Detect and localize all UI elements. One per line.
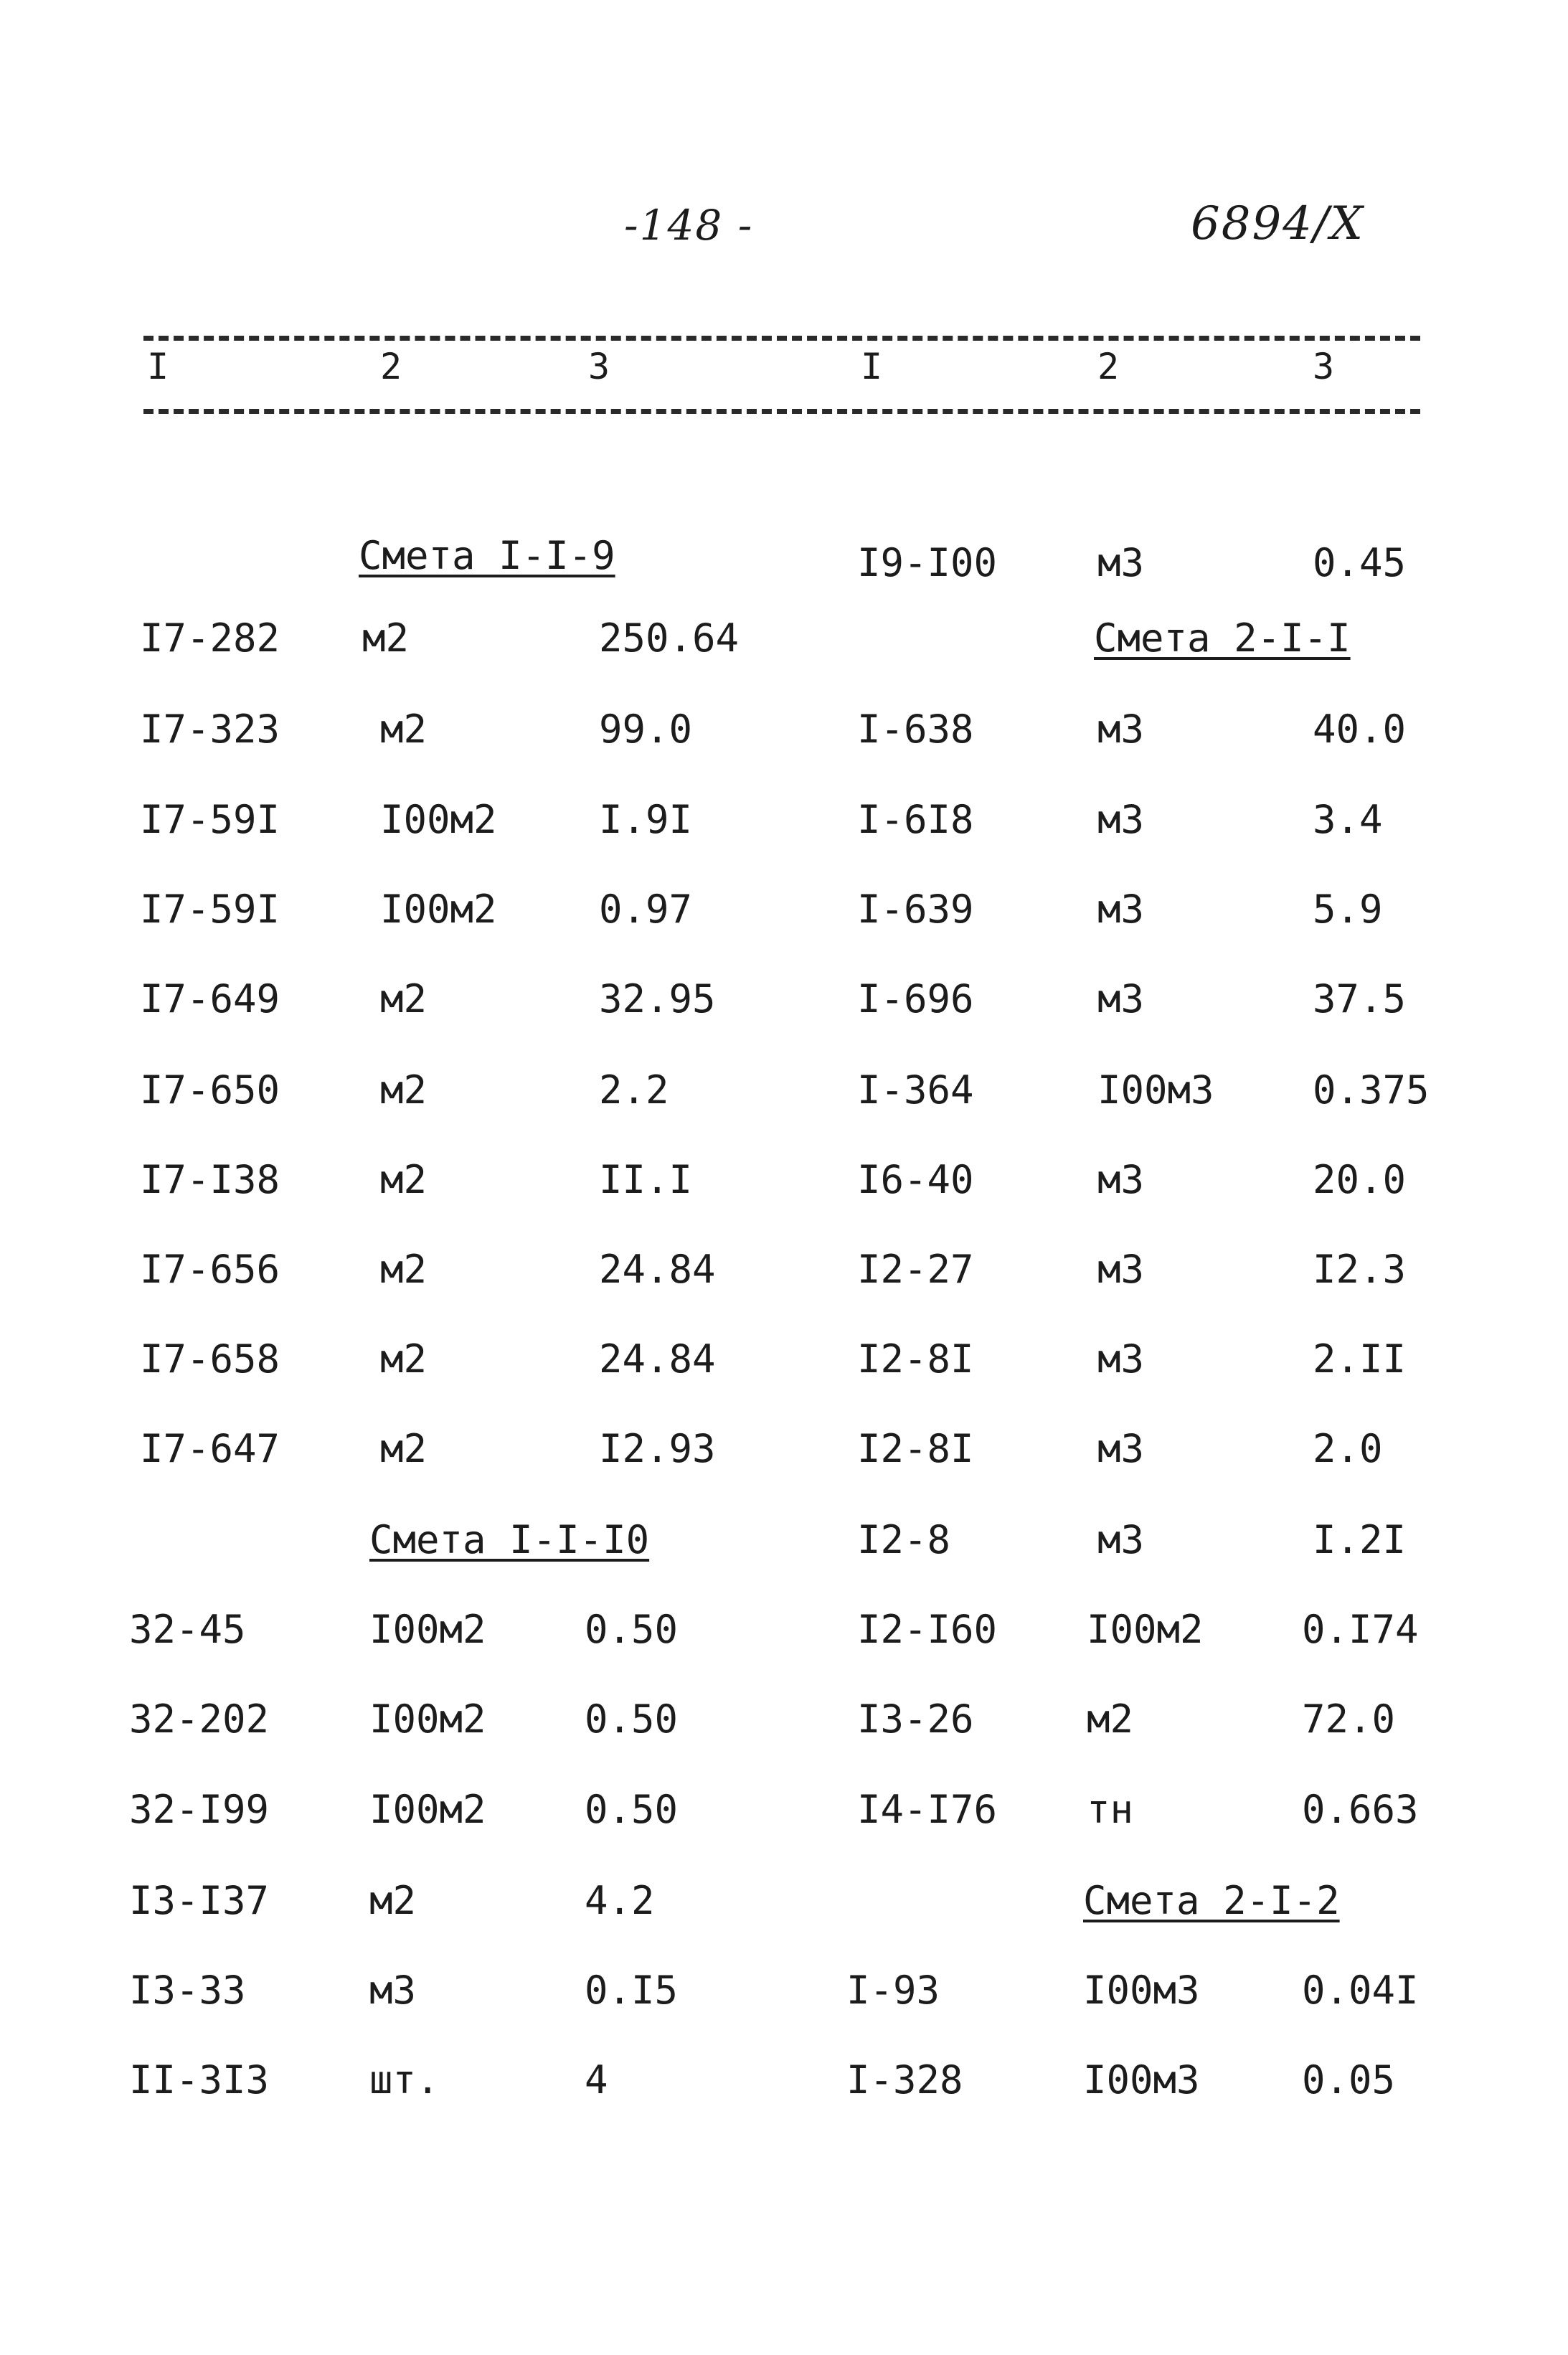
item-unit: м3: [1097, 1157, 1145, 1202]
item-code: I2-27: [857, 1247, 974, 1292]
document-code: 6894/X: [1191, 197, 1364, 250]
item-quantity: 5.9: [1313, 887, 1383, 932]
item-code: I-639: [857, 887, 974, 932]
item-code: I9-I00: [857, 540, 998, 585]
item-quantity: 0.375: [1313, 1067, 1430, 1113]
item-code: I-638: [857, 707, 974, 752]
item-unit: м3: [1097, 1426, 1145, 1471]
item-unit: I00м2: [1087, 1607, 1204, 1652]
item-unit: м3: [1097, 797, 1145, 842]
item-unit: тн: [1087, 1787, 1134, 1832]
item-unit: I00м2: [380, 887, 497, 932]
item-quantity: 24.84: [599, 1247, 716, 1292]
item-code: I3-26: [857, 1696, 974, 1742]
item-quantity: 20.0: [1313, 1157, 1407, 1202]
item-code: I-364: [857, 1067, 974, 1113]
item-quantity: 72.0: [1302, 1696, 1396, 1742]
column-header: 3: [1313, 346, 1335, 387]
item-code: I7-59I: [140, 887, 280, 932]
item-code: I7-323: [140, 707, 280, 752]
item-unit: м2: [369, 1878, 417, 1923]
item-code: I3-33: [129, 1968, 246, 2013]
item-unit: м3: [1097, 1247, 1145, 1292]
item-quantity: 2.2: [599, 1067, 669, 1113]
section-title-left-1: Смета I-I-9: [359, 533, 615, 578]
item-quantity: I2.93: [599, 1426, 716, 1471]
item-code: I-6I8: [857, 797, 974, 842]
item-code: I2-8I: [857, 1336, 974, 1382]
item-quantity: 0.45: [1313, 540, 1407, 585]
item-unit: м2: [380, 1067, 428, 1113]
item-unit: I00м3: [1083, 2057, 1200, 2102]
item-code: 32-45: [129, 1607, 246, 1652]
item-unit: I00м2: [369, 1787, 486, 1832]
item-unit: I00м3: [1097, 1067, 1214, 1113]
item-code: I7-658: [140, 1336, 280, 1382]
item-code: I2-8I: [857, 1426, 974, 1471]
item-code: I6-40: [857, 1157, 974, 1202]
item-code: I7-650: [140, 1067, 280, 1113]
item-code: I7-656: [140, 1247, 280, 1292]
column-header: I: [861, 346, 883, 387]
item-quantity: 0.05: [1302, 2057, 1396, 2102]
item-quantity: I.2I: [1313, 1517, 1407, 1562]
item-code: II-3I3: [129, 2057, 270, 2102]
item-code: I7-59I: [140, 797, 280, 842]
item-code: I7-647: [140, 1426, 280, 1471]
column-header: 2: [1097, 346, 1120, 387]
table-top-rule: [143, 336, 1420, 341]
item-unit: м3: [1097, 1336, 1145, 1382]
item-quantity: 0.I5: [585, 1968, 679, 2013]
item-unit: I00м2: [369, 1696, 486, 1742]
item-code: I7-I38: [140, 1157, 280, 1202]
item-unit: м3: [1097, 976, 1145, 1021]
item-quantity: 0.50: [585, 1696, 679, 1742]
item-code: I-328: [846, 2057, 963, 2102]
item-quantity: 4.2: [585, 1878, 655, 1923]
item-unit: м2: [380, 1247, 428, 1292]
section-title-right-2: Смета 2-I-2: [1083, 1878, 1340, 1923]
item-quantity: 40.0: [1313, 707, 1407, 752]
item-unit: м3: [1097, 540, 1145, 585]
item-code: I2-8: [857, 1517, 951, 1562]
item-quantity: 24.84: [599, 1336, 716, 1382]
item-quantity: 99.0: [599, 707, 693, 752]
item-code: I4-I76: [857, 1787, 998, 1832]
item-quantity: II.I: [599, 1157, 693, 1202]
item-unit: м2: [380, 707, 428, 752]
item-code: I7-649: [140, 976, 280, 1021]
item-quantity: 0.663: [1302, 1787, 1419, 1832]
item-quantity: 37.5: [1313, 976, 1407, 1021]
item-unit: м3: [1097, 887, 1145, 932]
item-quantity: 3.4: [1313, 797, 1383, 842]
item-unit: I00м3: [1083, 1968, 1200, 2013]
table-header-rule: [143, 409, 1420, 414]
item-quantity: 0.50: [585, 1607, 679, 1652]
page-number: -148 -: [624, 201, 754, 250]
item-code: I7-282: [140, 615, 280, 661]
item-quantity: 0.04I: [1302, 1968, 1419, 2013]
item-quantity: 2.II: [1313, 1336, 1407, 1382]
item-quantity: 32.95: [599, 976, 716, 1021]
section-title-right-1: Смета 2-I-I: [1094, 615, 1351, 661]
item-unit: м2: [1087, 1696, 1134, 1742]
item-code: I-93: [846, 1968, 940, 2013]
item-unit: м2: [380, 1426, 428, 1471]
item-unit: I00м2: [369, 1607, 486, 1652]
item-quantity: 250.64: [599, 615, 740, 661]
item-unit: I00м2: [380, 797, 497, 842]
item-quantity: 0.50: [585, 1787, 679, 1832]
item-unit: м2: [380, 1336, 428, 1382]
item-quantity: 0.I74: [1302, 1607, 1419, 1652]
item-unit: м2: [380, 976, 428, 1021]
item-code: I-696: [857, 976, 974, 1021]
item-code: 32-I99: [129, 1787, 270, 1832]
item-quantity: 0.97: [599, 887, 693, 932]
item-code: I2-I60: [857, 1607, 998, 1652]
item-unit: шт.: [369, 2057, 440, 2102]
column-header: 3: [588, 346, 610, 387]
item-quantity: 4: [585, 2057, 608, 2102]
item-unit: м3: [369, 1968, 417, 2013]
item-code: 32-202: [129, 1696, 270, 1742]
item-quantity: I.9I: [599, 797, 693, 842]
column-header: I: [147, 346, 169, 387]
item-unit: м2: [380, 1157, 428, 1202]
item-quantity: I2.3: [1313, 1247, 1407, 1292]
item-unit: м3: [1097, 1517, 1145, 1562]
item-unit: м3: [1097, 707, 1145, 752]
column-header: 2: [380, 346, 402, 387]
item-code: I3-I37: [129, 1878, 270, 1923]
section-title-left-2: Смета I-I-I0: [369, 1517, 650, 1562]
item-unit: м2: [362, 615, 410, 661]
item-quantity: 2.0: [1313, 1426, 1383, 1471]
